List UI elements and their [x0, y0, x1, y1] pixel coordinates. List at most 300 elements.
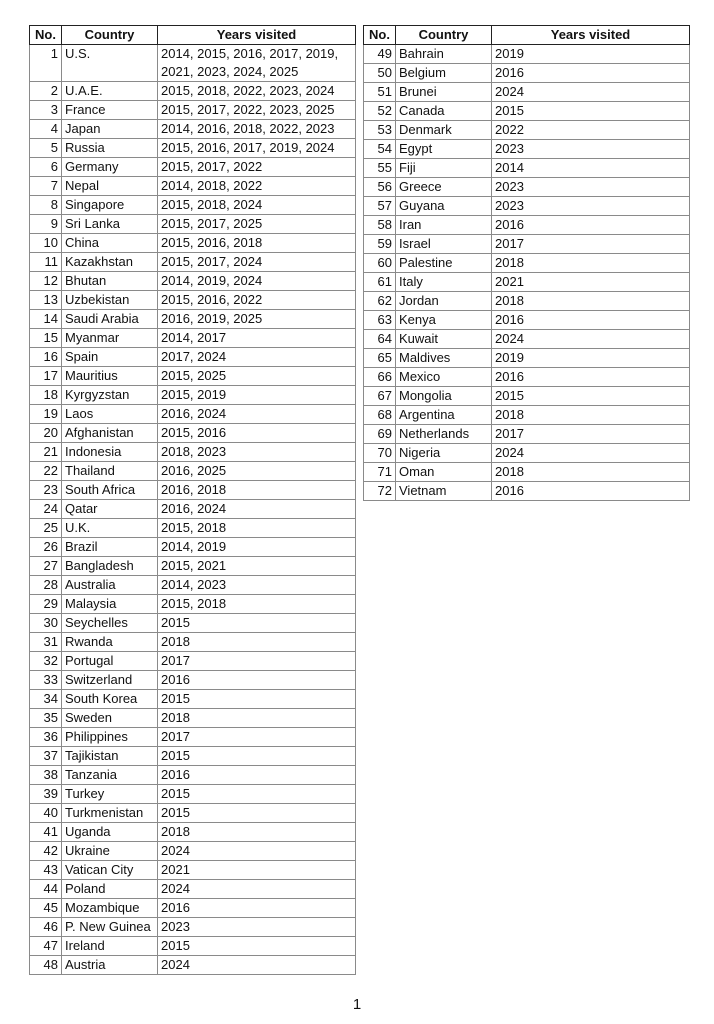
table-row [30, 310, 356, 329]
cell-country: Mongolia [396, 387, 492, 406]
table-row [30, 538, 356, 557]
table-row [364, 216, 690, 235]
table-row [364, 121, 690, 140]
header-years: Years visited [158, 26, 356, 45]
cell-no: 56 [364, 178, 396, 197]
cell-no: 66 [364, 368, 396, 387]
table-row [30, 348, 356, 367]
cell-years: 2016 [492, 64, 690, 83]
cell-years: 2024 [492, 444, 690, 463]
cell-years: 2024 [492, 83, 690, 102]
cell-no: 15 [30, 329, 62, 348]
cell-country: Guyana [396, 197, 492, 216]
cell-country: Rwanda [62, 633, 158, 652]
cell-no: 46 [30, 918, 62, 937]
cell-no: 20 [30, 424, 62, 443]
table-body-left [30, 45, 356, 975]
cell-years: 2016, 2024 [158, 405, 356, 424]
cell-country: U.K. [62, 519, 158, 538]
cell-years: 2015, 2018, 2022, 2023, 2024 [158, 82, 356, 101]
header-country: Country [396, 26, 492, 45]
cell-no: 57 [364, 197, 396, 216]
cell-years: 2017 [158, 728, 356, 747]
table-row [30, 899, 356, 918]
cell-no: 30 [30, 614, 62, 633]
cell-country: Malaysia [62, 595, 158, 614]
table-row [30, 481, 356, 500]
cell-no: 67 [364, 387, 396, 406]
table-row [30, 82, 356, 101]
header-country: Country [62, 26, 158, 45]
cell-no: 23 [30, 481, 62, 500]
cell-years: 2017 [492, 235, 690, 254]
cell-years: 2014, 2019 [158, 538, 356, 557]
cell-country: China [62, 234, 158, 253]
cell-no: 49 [364, 45, 396, 64]
cell-country: Canada [396, 102, 492, 121]
cell-country: Japan [62, 120, 158, 139]
cell-country: Mozambique [62, 899, 158, 918]
cell-country: Bahrain [396, 45, 492, 64]
table-row [364, 463, 690, 482]
cell-years: 2024 [492, 330, 690, 349]
cell-no: 62 [364, 292, 396, 311]
cell-country: Laos [62, 405, 158, 424]
cell-years: 2016 [492, 216, 690, 235]
cell-years: 2015 [158, 690, 356, 709]
cell-no: 58 [364, 216, 396, 235]
cell-country: Nigeria [396, 444, 492, 463]
cell-years: 2015 [158, 785, 356, 804]
cell-country: Iran [396, 216, 492, 235]
cell-no: 54 [364, 140, 396, 159]
cell-no: 55 [364, 159, 396, 178]
table-row [30, 842, 356, 861]
cell-no: 16 [30, 348, 62, 367]
table-row [30, 215, 356, 234]
cell-no: 70 [364, 444, 396, 463]
table-row [364, 387, 690, 406]
cell-years: 2024 [158, 842, 356, 861]
cell-years: 2019 [492, 45, 690, 64]
cell-years: 2016 [492, 311, 690, 330]
cell-country: Denmark [396, 121, 492, 140]
table-row [30, 462, 356, 481]
cell-no: 68 [364, 406, 396, 425]
cell-no: 52 [364, 102, 396, 121]
table-row [30, 500, 356, 519]
cell-years: 2016 [492, 368, 690, 387]
cell-country: Tanzania [62, 766, 158, 785]
cell-country: Poland [62, 880, 158, 899]
cell-country: Philippines [62, 728, 158, 747]
cell-years: 2015, 2016, 2018 [158, 234, 356, 253]
cell-years: 2015, 2017, 2022 [158, 158, 356, 177]
cell-country: Kazakhstan [62, 253, 158, 272]
cell-country: Belgium [396, 64, 492, 83]
cell-country: South Korea [62, 690, 158, 709]
cell-no: 29 [30, 595, 62, 614]
cell-years: 2022 [492, 121, 690, 140]
table-row [30, 101, 356, 120]
cell-years: 2014, 2018, 2022 [158, 177, 356, 196]
table-row [30, 728, 356, 747]
table-row [30, 652, 356, 671]
cell-country: Fiji [396, 159, 492, 178]
table-row [30, 424, 356, 443]
cell-years: 2017, 2024 [158, 348, 356, 367]
cell-no: 48 [30, 956, 62, 975]
cell-no: 61 [364, 273, 396, 292]
cell-country: Vietnam [396, 482, 492, 501]
cell-no: 51 [364, 83, 396, 102]
cell-years: 2015, 2016, 2022 [158, 291, 356, 310]
table-row [364, 368, 690, 387]
cell-no: 65 [364, 349, 396, 368]
table-header-row [30, 26, 356, 45]
cell-no: 39 [30, 785, 62, 804]
cell-years: 2018 [158, 823, 356, 842]
cell-country: Ukraine [62, 842, 158, 861]
table-row [364, 330, 690, 349]
cell-country: Australia [62, 576, 158, 595]
cell-country: Palestine [396, 254, 492, 273]
table-row [364, 178, 690, 197]
cell-years: 2018 [492, 254, 690, 273]
table-row [30, 937, 356, 956]
cell-no: 38 [30, 766, 62, 785]
cell-country: Netherlands [396, 425, 492, 444]
cell-country: Turkey [62, 785, 158, 804]
cell-no: 5 [30, 139, 62, 158]
cell-no: 71 [364, 463, 396, 482]
cell-years: 2015 [158, 804, 356, 823]
cell-years: 2018, 2023 [158, 443, 356, 462]
cell-no: 13 [30, 291, 62, 310]
cell-years: 2015, 2016, 2017, 2019, 2024 [158, 139, 356, 158]
cell-country: Myanmar [62, 329, 158, 348]
visits-table-right [363, 25, 690, 501]
cell-no: 7 [30, 177, 62, 196]
cell-country: Saudi Arabia [62, 310, 158, 329]
cell-no: 18 [30, 386, 62, 405]
cell-no: 3 [30, 101, 62, 120]
cell-years: 2016, 2018 [158, 481, 356, 500]
cell-country: Switzerland [62, 671, 158, 690]
cell-years: 2018 [492, 406, 690, 425]
cell-country: Kenya [396, 311, 492, 330]
cell-years: 2014, 2015, 2016, 2017, 2019, 2021, 2023, 2024, 2025 [158, 45, 356, 82]
cell-years: 2015, 2019 [158, 386, 356, 405]
table-row [30, 234, 356, 253]
cell-years: 2015, 2017, 2025 [158, 215, 356, 234]
cell-country: Nepal [62, 177, 158, 196]
cell-years: 2018 [158, 709, 356, 728]
cell-country: Seychelles [62, 614, 158, 633]
cell-years: 2024 [158, 956, 356, 975]
cell-country: Mexico [396, 368, 492, 387]
table-row [30, 386, 356, 405]
cell-no: 63 [364, 311, 396, 330]
cell-years: 2015, 2021 [158, 557, 356, 576]
cell-years: 2024 [158, 880, 356, 899]
cell-years: 2023 [158, 918, 356, 937]
cell-no: 22 [30, 462, 62, 481]
cell-years: 2016, 2025 [158, 462, 356, 481]
cell-no: 53 [364, 121, 396, 140]
header-no: No. [364, 26, 396, 45]
cell-years: 2015, 2018 [158, 595, 356, 614]
cell-no: 69 [364, 425, 396, 444]
cell-years: 2015 [158, 747, 356, 766]
table-row [30, 880, 356, 899]
table-row [364, 140, 690, 159]
table-row [364, 45, 690, 64]
cell-country: Israel [396, 235, 492, 254]
table-row [30, 956, 356, 975]
cell-country: U.S. [62, 45, 158, 82]
cell-no: 60 [364, 254, 396, 273]
cell-country: Ireland [62, 937, 158, 956]
cell-no: 6 [30, 158, 62, 177]
table-row [30, 443, 356, 462]
cell-years: 2014, 2017 [158, 329, 356, 348]
table-row [364, 83, 690, 102]
cell-years: 2021 [158, 861, 356, 880]
cell-no: 33 [30, 671, 62, 690]
cell-no: 28 [30, 576, 62, 595]
cell-no: 12 [30, 272, 62, 291]
table-row [30, 709, 356, 728]
cell-country: Qatar [62, 500, 158, 519]
table-row [30, 158, 356, 177]
cell-years: 2015, 2017, 2022, 2023, 2025 [158, 101, 356, 120]
table-row [30, 633, 356, 652]
table-row [30, 823, 356, 842]
table-row [364, 292, 690, 311]
table-row [30, 272, 356, 291]
cell-no: 45 [30, 899, 62, 918]
cell-country: Spain [62, 348, 158, 367]
cell-no: 32 [30, 652, 62, 671]
cell-country: Brazil [62, 538, 158, 557]
table-row [364, 349, 690, 368]
table-row [30, 576, 356, 595]
cell-no: 59 [364, 235, 396, 254]
cell-country: Argentina [396, 406, 492, 425]
table-row [30, 595, 356, 614]
cell-no: 4 [30, 120, 62, 139]
cell-country: Bhutan [62, 272, 158, 291]
cell-no: 42 [30, 842, 62, 861]
cell-country: Singapore [62, 196, 158, 215]
cell-no: 35 [30, 709, 62, 728]
cell-years: 2014, 2016, 2018, 2022, 2023 [158, 120, 356, 139]
cell-country: Thailand [62, 462, 158, 481]
header-no: No. [30, 26, 62, 45]
table-row [30, 253, 356, 272]
table-row [30, 804, 356, 823]
table-row [30, 45, 356, 82]
cell-years: 2014, 2019, 2024 [158, 272, 356, 291]
table-row [364, 102, 690, 121]
cell-years: 2023 [492, 178, 690, 197]
cell-years: 2014, 2023 [158, 576, 356, 595]
table-row [364, 197, 690, 216]
cell-no: 43 [30, 861, 62, 880]
cell-country: Austria [62, 956, 158, 975]
cell-country: Vatican City [62, 861, 158, 880]
cell-country: Brunei [396, 83, 492, 102]
table-row [364, 159, 690, 178]
table-body-right [364, 45, 690, 501]
cell-country: South Africa [62, 481, 158, 500]
table-row [30, 519, 356, 538]
cell-no: 37 [30, 747, 62, 766]
cell-country: P. New Guinea [62, 918, 158, 937]
table-row [30, 291, 356, 310]
table-row [30, 918, 356, 937]
cell-years: 2015, 2025 [158, 367, 356, 386]
table-row [364, 235, 690, 254]
cell-no: 34 [30, 690, 62, 709]
table-row [364, 254, 690, 273]
cell-years: 2018 [492, 292, 690, 311]
header-years: Years visited [492, 26, 690, 45]
cell-years: 2015, 2016 [158, 424, 356, 443]
cell-country: Greece [396, 178, 492, 197]
visits-table-left [29, 25, 356, 975]
cell-no: 19 [30, 405, 62, 424]
cell-no: 17 [30, 367, 62, 386]
table-header-row [364, 26, 690, 45]
cell-country: Turkmenistan [62, 804, 158, 823]
page-number: 1 [352, 996, 362, 1013]
cell-no: 36 [30, 728, 62, 747]
cell-no: 64 [364, 330, 396, 349]
cell-no: 44 [30, 880, 62, 899]
cell-no: 25 [30, 519, 62, 538]
table-row [30, 405, 356, 424]
cell-no: 50 [364, 64, 396, 83]
cell-country: Uganda [62, 823, 158, 842]
cell-country: Sri Lanka [62, 215, 158, 234]
cell-years: 2023 [492, 197, 690, 216]
cell-no: 14 [30, 310, 62, 329]
table-row [30, 690, 356, 709]
table-row [30, 196, 356, 215]
cell-no: 9 [30, 215, 62, 234]
table-row [30, 614, 356, 633]
cell-country: Russia [62, 139, 158, 158]
cell-years: 2017 [492, 425, 690, 444]
table-row [30, 747, 356, 766]
cell-country: Tajikistan [62, 747, 158, 766]
cell-no: 8 [30, 196, 62, 215]
table-row [30, 671, 356, 690]
table-row [364, 482, 690, 501]
table-row [364, 311, 690, 330]
cell-country: France [62, 101, 158, 120]
cell-years: 2023 [492, 140, 690, 159]
cell-years: 2016 [158, 671, 356, 690]
cell-years: 2015 [492, 102, 690, 121]
cell-years: 2015 [158, 937, 356, 956]
cell-years: 2015 [158, 614, 356, 633]
table-row [30, 861, 356, 880]
cell-years: 2016 [158, 766, 356, 785]
table-row [364, 406, 690, 425]
cell-years: 2015 [492, 387, 690, 406]
cell-years: 2017 [158, 652, 356, 671]
cell-years: 2014 [492, 159, 690, 178]
table-row [30, 785, 356, 804]
cell-country: U.A.E. [62, 82, 158, 101]
cell-country: Maldives [396, 349, 492, 368]
cell-years: 2018 [492, 463, 690, 482]
cell-years: 2016, 2019, 2025 [158, 310, 356, 329]
cell-no: 31 [30, 633, 62, 652]
cell-no: 1 [30, 45, 62, 82]
cell-no: 2 [30, 82, 62, 101]
cell-years: 2016, 2024 [158, 500, 356, 519]
cell-country: Portugal [62, 652, 158, 671]
cell-country: Italy [396, 273, 492, 292]
cell-country: Kuwait [396, 330, 492, 349]
table-row [30, 766, 356, 785]
cell-no: 10 [30, 234, 62, 253]
cell-no: 47 [30, 937, 62, 956]
cell-country: Kyrgyzstan [62, 386, 158, 405]
cell-years: 2019 [492, 349, 690, 368]
cell-years: 2016 [158, 899, 356, 918]
table-row [30, 329, 356, 348]
cell-country: Indonesia [62, 443, 158, 462]
table-row [364, 425, 690, 444]
cell-years: 2015, 2017, 2024 [158, 253, 356, 272]
cell-no: 40 [30, 804, 62, 823]
cell-country: Afghanistan [62, 424, 158, 443]
table-row [364, 444, 690, 463]
cell-country: Jordan [396, 292, 492, 311]
cell-country: Oman [396, 463, 492, 482]
cell-years: 2015, 2018, 2024 [158, 196, 356, 215]
table-row [30, 139, 356, 158]
table-row [30, 177, 356, 196]
table-row [30, 367, 356, 386]
cell-no: 11 [30, 253, 62, 272]
cell-years: 2015, 2018 [158, 519, 356, 538]
table-row [364, 273, 690, 292]
cell-no: 21 [30, 443, 62, 462]
cell-no: 26 [30, 538, 62, 557]
cell-country: Sweden [62, 709, 158, 728]
cell-country: Bangladesh [62, 557, 158, 576]
cell-years: 2021 [492, 273, 690, 292]
cell-no: 27 [30, 557, 62, 576]
cell-years: 2016 [492, 482, 690, 501]
cell-no: 72 [364, 482, 396, 501]
table-row [364, 64, 690, 83]
cell-no: 41 [30, 823, 62, 842]
table-row [30, 120, 356, 139]
cell-country: Mauritius [62, 367, 158, 386]
cell-country: Germany [62, 158, 158, 177]
cell-no: 24 [30, 500, 62, 519]
table-row [30, 557, 356, 576]
cell-country: Egypt [396, 140, 492, 159]
cell-years: 2018 [158, 633, 356, 652]
